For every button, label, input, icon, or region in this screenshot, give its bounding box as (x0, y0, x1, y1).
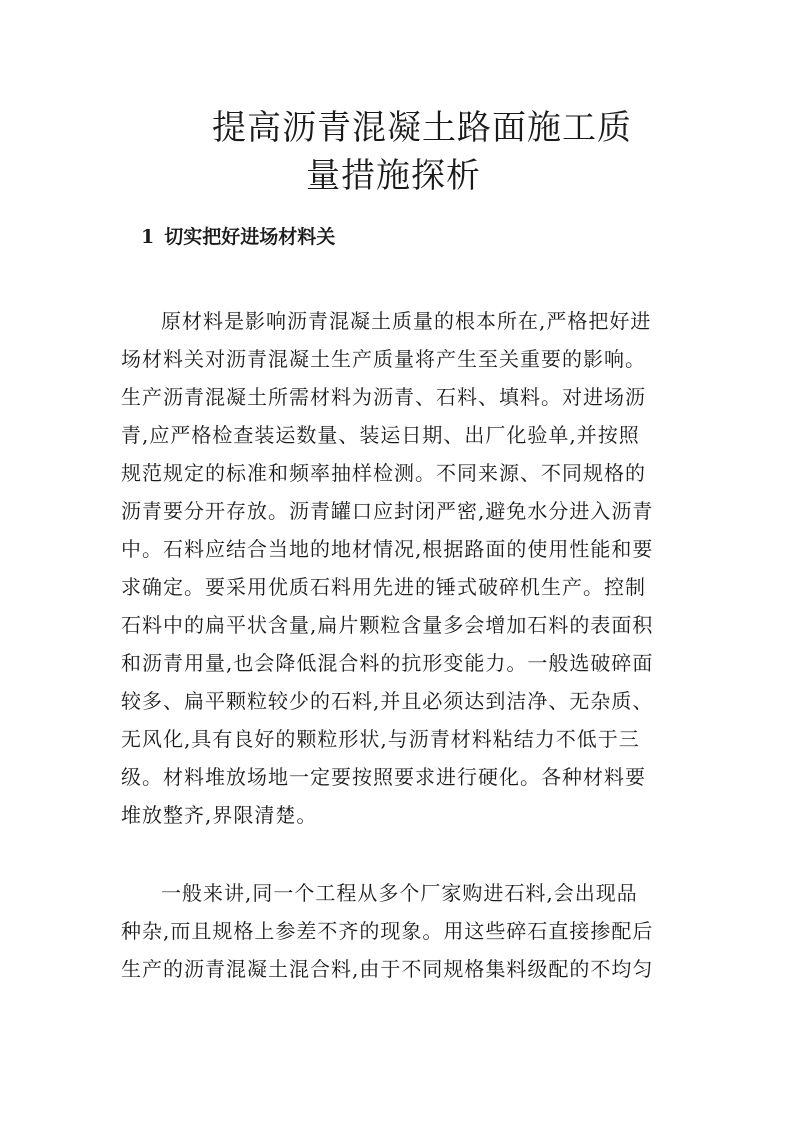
paragraph-line: 求确定。要采用优质石料用先进的锤式破碎机生产。控制 (121, 575, 646, 599)
paragraph-line: 生产的沥青混凝土混合料,由于不同规格集料级配的不均匀 (121, 957, 654, 981)
paragraph-line: 无风化,具有良好的颗粒形状,与沥青材料粘结力不低于三 (121, 727, 640, 751)
paragraph-line: 规范规定的标准和频率抽样检测。不同来源、不同规格的 (121, 461, 646, 485)
section-heading (141, 224, 335, 250)
paragraph-line: 较多、扁平颗粒较少的石料,并且必须达到洁净、无杂质、 (121, 689, 654, 713)
document-title-line-1: 提高沥青混凝土路面施工质 (212, 108, 632, 148)
paragraph-line: 级。材料堆放场地一定要按照要求进行硬化。各种材料要 (121, 765, 646, 789)
paragraph-line: 一般来讲,同一个工程从多个厂家购进石料,会出现品 (161, 881, 638, 905)
paragraph-1 (121, 302, 677, 834)
paragraph-line: 堆放整齐,界限清楚。 (121, 803, 318, 827)
paragraph-line: 种杂,而且规格上参差不齐的现象。用这些碎石直接掺配后 (121, 919, 654, 943)
section-heading-text: 切实把好进场材料关 (164, 226, 336, 248)
paragraph-line: 石料中的扁平状含量,扁片颗粒含量多会增加石料的表面积 (121, 613, 654, 637)
section-number: 1 (141, 226, 155, 248)
paragraph-line: 生产沥青混凝土所需材料为沥青、石料、填料。对进场沥 (121, 385, 646, 409)
document-title-line-2: 量措施探析 (306, 156, 481, 196)
paragraph-2 (121, 874, 677, 988)
paragraph-line: 和沥青用量,也会降低混合料的抗形变能力。一般选破碎面 (121, 651, 654, 675)
paragraph-line: 沥青要分开存放。沥青罐口应封闭严密,避免水分进入沥青 (121, 499, 654, 523)
paragraph-line: 青,应严格检查装运数量、装运日期、出厂化验单,并按照 (121, 423, 640, 447)
paragraph-line: 原材料是影响沥青混凝土质量的根本所在,严格把好进 (161, 309, 652, 333)
paragraph-line: 中。石料应结合当地的地材情况,根据路面的使用性能和要 (121, 537, 654, 561)
paragraph-line: 场材料关对沥青混凝土生产质量将产生至关重要的影响。 (121, 347, 646, 371)
